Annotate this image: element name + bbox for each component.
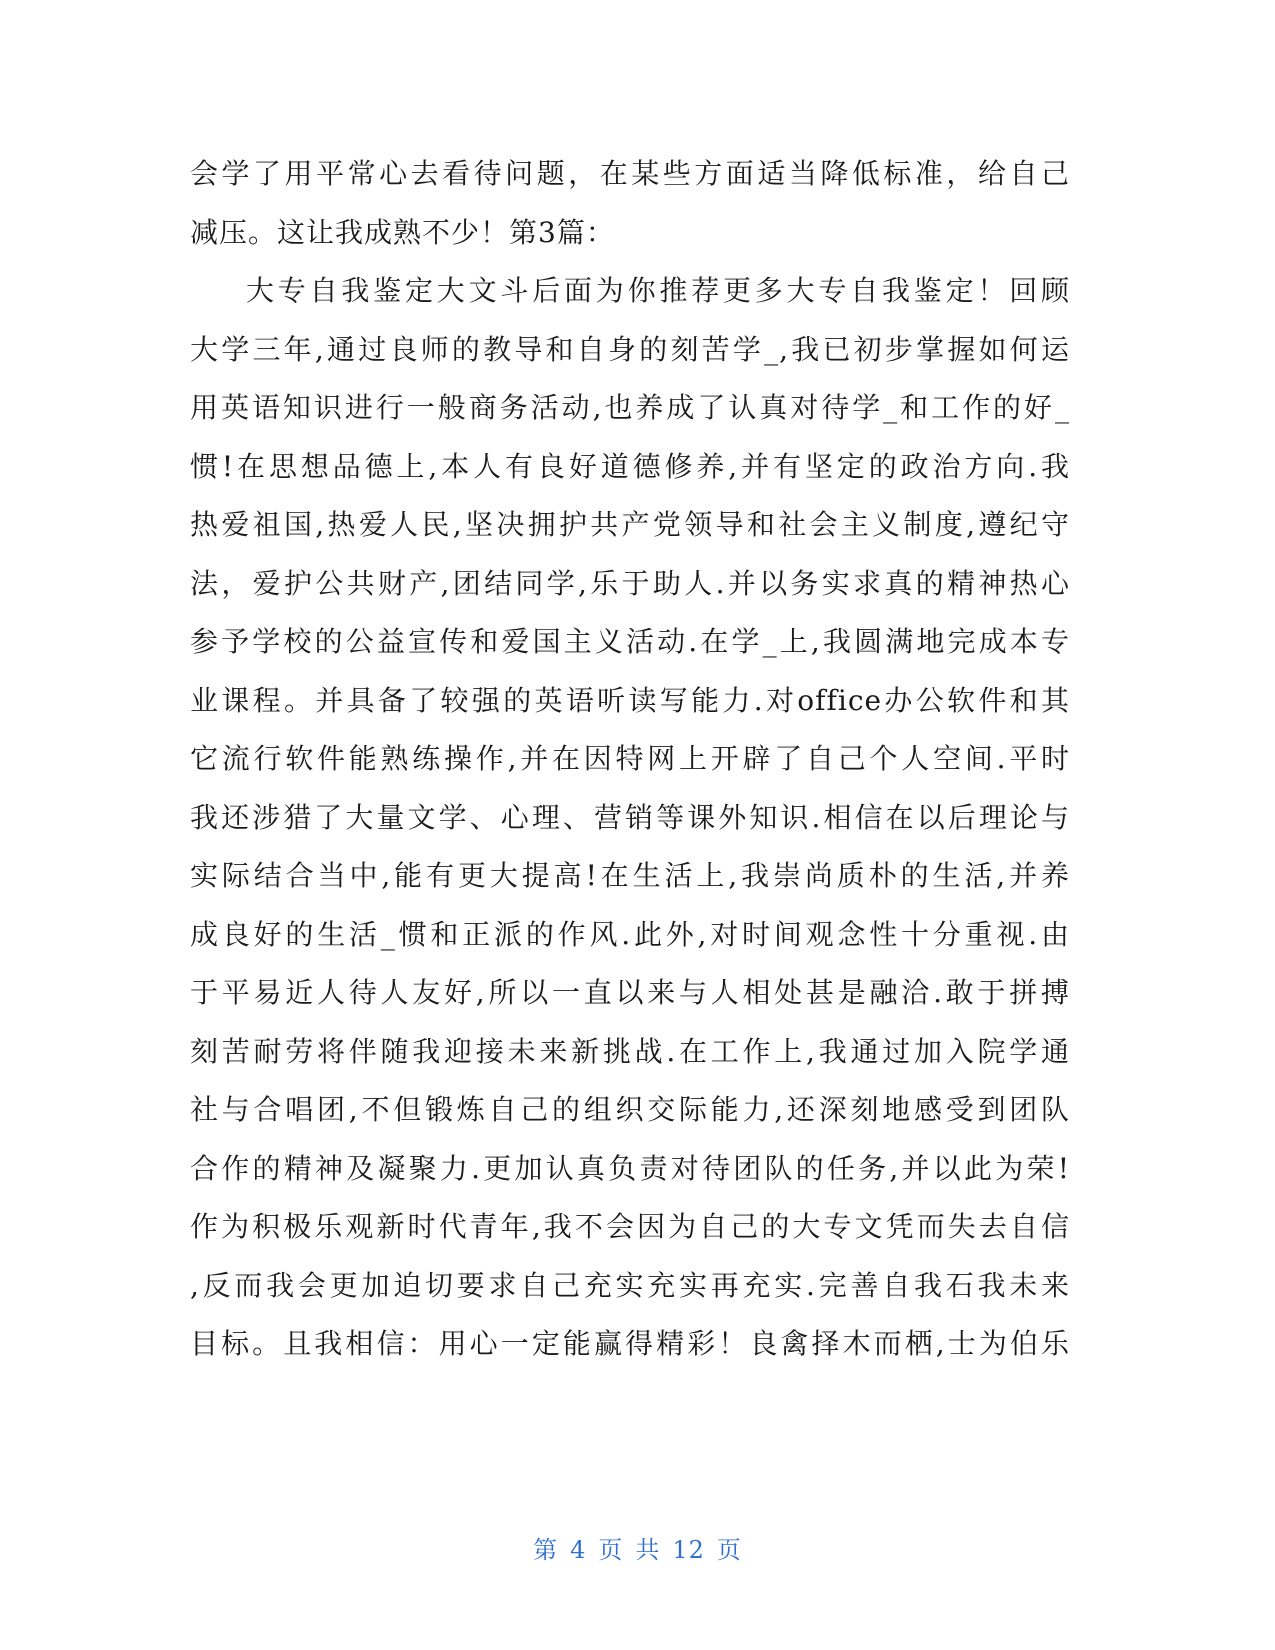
text-line: 参予学校的公益宣传和爱国主义活动.在学_上,我圆满地完成本专 bbox=[190, 625, 1070, 658]
body-text bbox=[190, 145, 1070, 1374]
text-line: ,反而我会更加迫切要求自己充实充实再充实.完善自我石我未来 bbox=[190, 1268, 1070, 1302]
text-line: 它流行软件能熟练操作,并在因特网上开辟了自己个人空间.平时 bbox=[190, 742, 1070, 775]
text-line: 业课程。并具备了较强的英语听读写能力.对office办公软件和其 bbox=[190, 683, 1070, 717]
text-line: 目标。且我相信：用心一定能赢得精彩！良禽择木而栖,士为伯乐 bbox=[190, 1327, 1070, 1360]
text-line: 热爱祖国,热爱人民,坚决拥护共产党领导和社会主义制度,遵纪守 bbox=[190, 508, 1070, 541]
current-page-number: 4 bbox=[570, 1536, 587, 1564]
text-line: 合作的精神及凝聚力.更加认真负责对待团队的任务,并以此为荣! bbox=[190, 1151, 1070, 1185]
text-line: 大专自我鉴定大文斗后面为你推荐更多大专自我鉴定！回顾 bbox=[246, 274, 1070, 307]
page-footer bbox=[0, 1530, 1275, 1565]
text-line: 成良好的生活_惯和正派的作风.此外,对时间观念性十分重视.由 bbox=[190, 917, 1070, 951]
footer-label-total: 共 bbox=[635, 1536, 661, 1564]
text-line: 惯!在思想品德上,本人有良好道德修养,并有坚定的政治方向.我 bbox=[190, 449, 1070, 483]
text-line: 刻苦耐劳将伴随我迎接未来新挑战.在工作上,我通过加入院学通 bbox=[190, 1034, 1070, 1068]
text-line: 社与合唱团,不但锻炼自己的组织交际能力,还深刻地感受到团队 bbox=[190, 1093, 1070, 1126]
footer-label-page: 第 bbox=[533, 1536, 559, 1564]
footer-label-page-unit: 页 bbox=[598, 1536, 624, 1564]
text-line: 实际结合当中,能有更大提高!在生活上,我崇尚质朴的生活,并养 bbox=[190, 859, 1070, 892]
footer-label-total-unit: 页 bbox=[716, 1536, 742, 1564]
text-line: 法，爱护公共财产,团结同学,乐于助人.并以务实求真的精神热心 bbox=[190, 566, 1070, 600]
text-line: 我还涉猎了大量文学、心理、营销等课外知识.相信在以后理论与 bbox=[190, 800, 1070, 834]
text-line: 会学了用平常心去看待问题，在某些方面适当降低标准，给自己 bbox=[190, 157, 1070, 190]
text-line: 减压。这让我成熟不少！第3篇： bbox=[190, 215, 615, 249]
text-line: 作为积极乐观新时代青年,我不会因为自己的大专文凭而失去自信 bbox=[190, 1210, 1070, 1243]
total-pages-number: 12 bbox=[672, 1536, 705, 1564]
text-line: 用英语知识进行一般商务活动,也养成了认真对待学_和工作的好_ bbox=[190, 391, 1070, 424]
text-line: 大学三年,通过良师的教导和自身的刻苦学_,我已初步掌握如何运 bbox=[190, 332, 1070, 366]
text-line: 于平易近人待人友好,所以一直以来与人相处甚是融洽.敢于拼搏 bbox=[190, 976, 1070, 1009]
